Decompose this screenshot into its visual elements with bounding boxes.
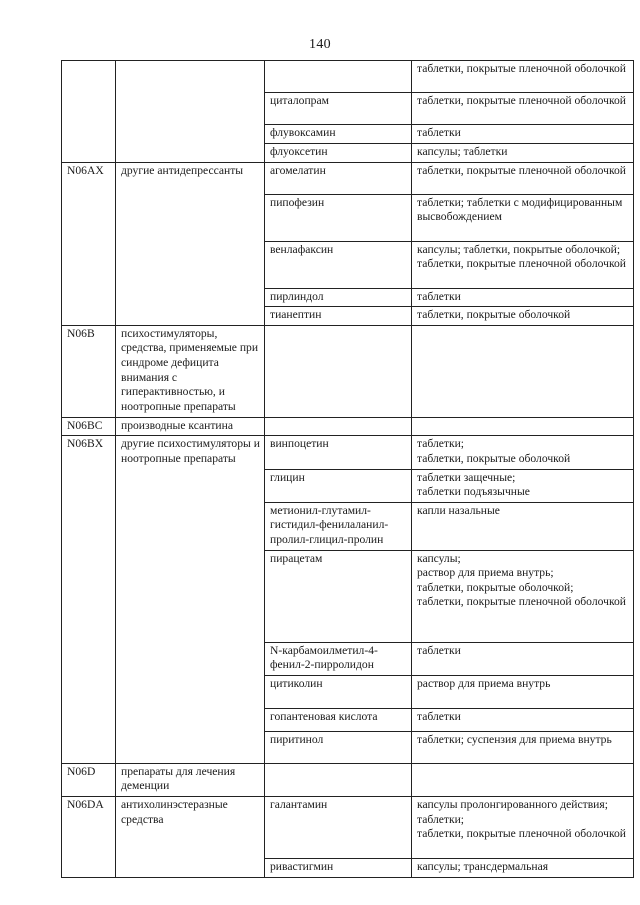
drug-name-cell: пипофезин: [265, 194, 412, 241]
drug-name-cell: цитиколин: [265, 675, 412, 708]
group-name-cell: препараты для лечения деменции: [116, 763, 265, 796]
dosage-form-cell: раствор для приема внутрь: [412, 675, 634, 708]
drug-name-cell: тианептин: [265, 307, 412, 326]
atc-code-cell: N06B: [62, 325, 116, 417]
drug-name-cell: гопантеновая кислота: [265, 708, 412, 731]
dosage-form-cell: таблетки, покрытые оболочкой: [412, 307, 634, 326]
dosage-form-cell: капли назальные: [412, 502, 634, 550]
drug-name-cell: циталопрам: [265, 93, 412, 125]
group-name-cell: производные ксантина: [116, 417, 265, 436]
dosage-form-cell: капсулы; таблетки, покрытые оболочкой; таблетки, покрытые пленочной оболочкой: [412, 241, 634, 288]
group-name-cell: [116, 61, 265, 163]
drug-name-cell: винпоцетин: [265, 436, 412, 469]
table-row: [62, 417, 634, 436]
drug-name-cell: галантамин: [265, 796, 412, 858]
drug-name-cell: [265, 417, 412, 436]
dosage-form-cell: таблетки: [412, 708, 634, 731]
page-number: 140: [309, 37, 331, 52]
dosage-form-cell: таблетки: [412, 288, 634, 307]
dosage-form-cell: таблетки; суспензия для приема внутрь: [412, 731, 634, 763]
dosage-form-cell: таблетки: [412, 125, 634, 144]
atc-code-cell: N06AX: [62, 162, 116, 325]
drug-name-cell: венлафаксин: [265, 241, 412, 288]
drug-name-cell: N-карбамоилметил-4-фенил-2-пирролидон: [265, 642, 412, 675]
table-row: [62, 796, 634, 858]
table-row: [62, 763, 634, 796]
drug-name-cell: флувоксамин: [265, 125, 412, 144]
dosage-form-cell: таблетки, покрытые пленочной оболочкой: [412, 93, 634, 125]
dosage-form-cell: капсулы; раствор для приема внутрь; таблетки, покрытые оболочкой; таблетки, покрытые пленочной оболочкой: [412, 550, 634, 642]
dosage-form-cell: таблетки, покрытые пленочной оболочкой: [412, 162, 634, 194]
dosage-form-cell: таблетки, покрытые пленочной оболочкой: [412, 61, 634, 93]
drug-name-cell: пиритинол: [265, 731, 412, 763]
dosage-form-cell: капсулы; трансдермальная: [412, 858, 634, 877]
dosage-form-cell: [412, 325, 634, 417]
atc-code-cell: N06D: [62, 763, 116, 796]
drug-name-cell: метионил-глутамил-гистидил-фенилаланил-пролил-глицил-пролин: [265, 502, 412, 550]
drug-table: [61, 60, 634, 878]
dosage-form-cell: таблетки защечные; таблетки подъязычные: [412, 469, 634, 502]
dosage-form-cell: [412, 763, 634, 796]
group-name-cell: другие психостимуляторы и ноотропные препараты: [116, 436, 265, 763]
dosage-form-cell: капсулы пролонгированного действия; таблетки; таблетки, покрытые пленочной оболочкой: [412, 796, 634, 858]
atc-code-cell: [62, 61, 116, 163]
dosage-form-cell: капсулы; таблетки: [412, 144, 634, 163]
drug-name-cell: флуоксетин: [265, 144, 412, 163]
dosage-form-cell: таблетки; таблетки с модифицированным высвобождением: [412, 194, 634, 241]
table-row: [62, 325, 634, 417]
atc-code-cell: N06BC: [62, 417, 116, 436]
group-name-cell: антихолинэстеразные средства: [116, 796, 265, 877]
atc-code-cell: N06BX: [62, 436, 116, 763]
drug-name-cell: [265, 763, 412, 796]
drug-name-cell: пирацетам: [265, 550, 412, 642]
group-name-cell: психостимуляторы, средства, применяемые при синдроме дефицита внимания с гиперактивностью, и ноотропные препараты: [116, 325, 265, 417]
drug-name-cell: [265, 61, 412, 93]
drug-name-cell: глицин: [265, 469, 412, 502]
table-row: [62, 436, 634, 469]
group-name-cell: другие антидепрессанты: [116, 162, 265, 325]
table-row: [62, 61, 634, 93]
drug-name-cell: агомелатин: [265, 162, 412, 194]
drug-name-cell: пирлиндол: [265, 288, 412, 307]
dosage-form-cell: [412, 417, 634, 436]
table-row: [62, 162, 634, 194]
drug-name-cell: [265, 325, 412, 417]
dosage-form-cell: таблетки: [412, 642, 634, 675]
drug-name-cell: ривастигмин: [265, 858, 412, 877]
atc-code-cell: N06DA: [62, 796, 116, 877]
dosage-form-cell: таблетки; таблетки, покрытые оболочкой: [412, 436, 634, 469]
